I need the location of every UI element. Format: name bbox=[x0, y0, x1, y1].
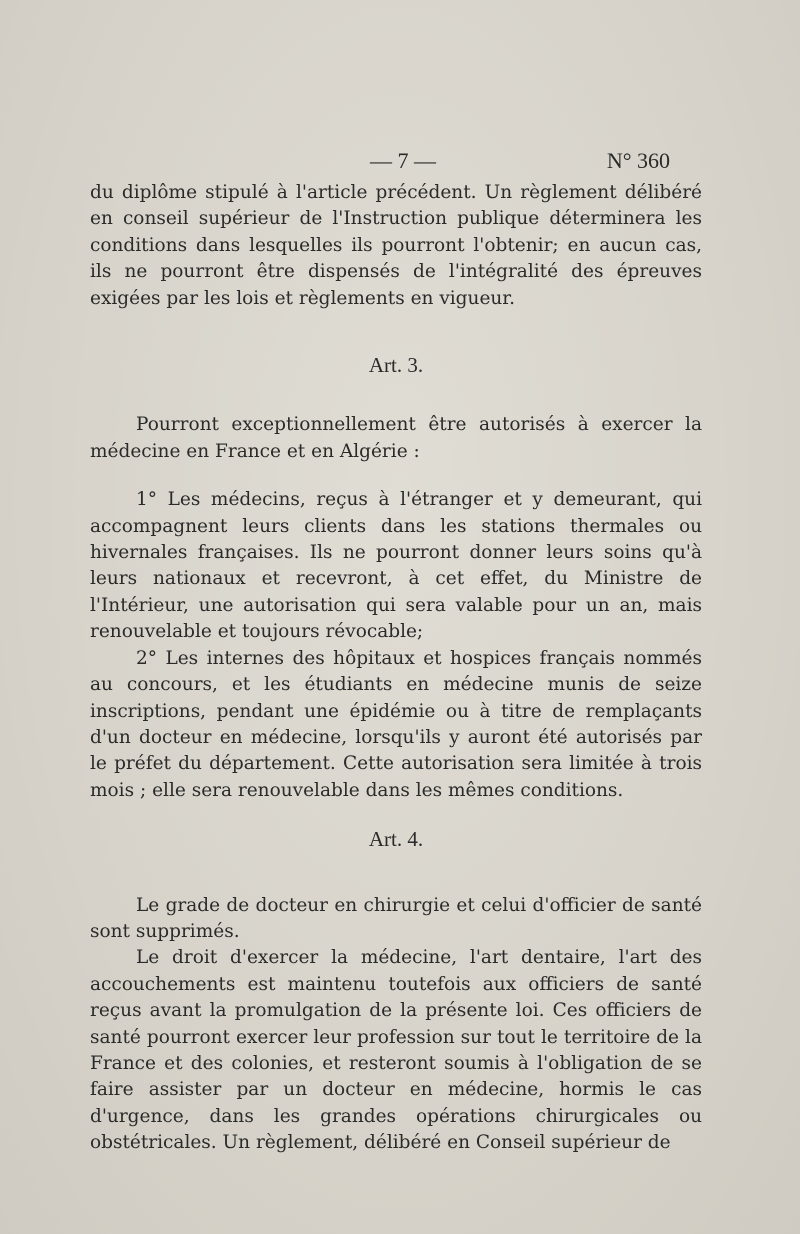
article-3-heading: Art. 3. bbox=[368, 353, 424, 378]
article-4-paragraph-1: Le grade de docteur en chirurgie et celui d'officier de santé sont supprimés. bbox=[90, 894, 702, 942]
document-body bbox=[90, 180, 702, 1157]
article-3-item-1: 1° Les médecins, reçus à l'étranger et y demeurant, qui accompagnent leurs clients dans les stations thermales ou hivernales françaises. Ils ne pourront donner leurs soins qu'à leurs nationaux et recevront, à cet effet, du Ministre de l'Intérieur, une autorisation qui sera valable pour un an, mais renouvelable et toujours révocable; bbox=[90, 489, 702, 643]
continuation-paragraph: du diplôme stipulé à l'article précédent. Un règlement délibéré en conseil supérieur de l'Instruction publique déterminera les conditions dans lesquelles ils pourront l'obtenir; en aucun cas, ils ne pourront être dispensés de l'intégralité des épreuves exigées par les lois et règlements en vigueur. bbox=[90, 182, 702, 309]
article-3-item-2: 2° Les internes des hôpitaux et hospices français nommés au concours, et les étudiants en médecine munis de seize inscriptions, pendant une épidémie ou à titre de remplaçants d'un docteur en médecine, lorsqu'ils y auront été autorisés par le préfet du département. Cette autorisation sera limitée à trois mois ; elle sera renouvelable dans les mêmes conditions. bbox=[90, 647, 702, 801]
article-4-paragraph-2: Le droit d'exercer la médecine, l'art dentaire, l'art des accouchements est maintenu toutefois aux officiers de santé reçus avant la promulgation de la présente loi. Ces officiers de santé pourront exercer leur profession sur tout le territoire de la France et des colonies, et resteront soumis à l'obligation de se faire assister par un docteur en médecine, hormis le cas d'urgence, dans les grandes opérations chirurgicales ou obstétricales. Un règlement, délibéré en Conseil supérieur de bbox=[90, 947, 702, 1154]
page-header bbox=[90, 148, 700, 178]
article-3-intro: Pourront exceptionnellement être autorisés à exercer la médecine en France et en Algérie : bbox=[90, 414, 702, 462]
page-number: — 7 — bbox=[370, 148, 436, 173]
article-4-heading: Art. 4. bbox=[368, 827, 424, 852]
document-number: N° 360 bbox=[606, 148, 670, 173]
